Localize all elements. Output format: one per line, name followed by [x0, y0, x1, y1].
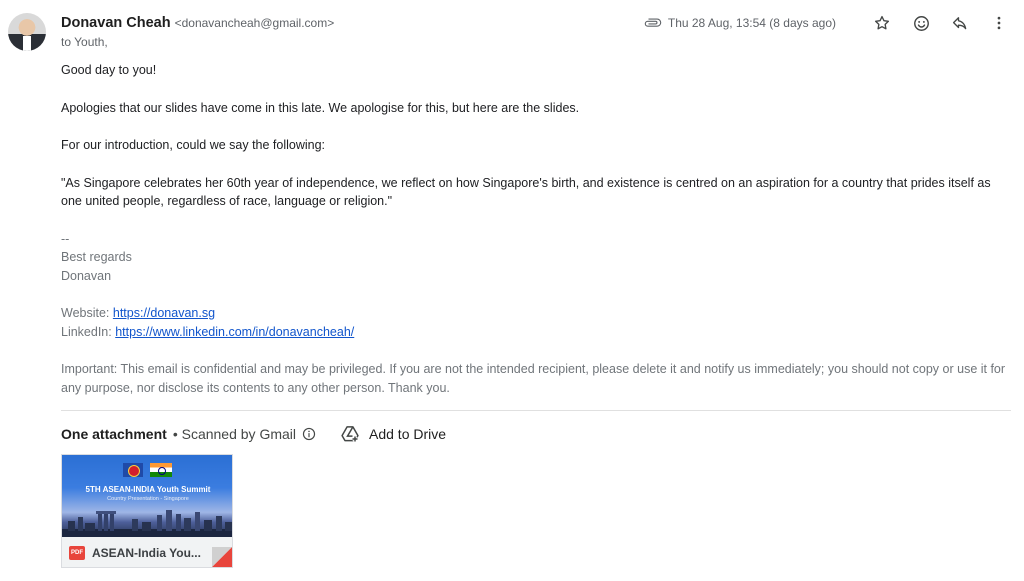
- sender-email: <donavancheah@gmail.com>: [174, 16, 335, 30]
- signature-regards: Best regards: [61, 250, 132, 264]
- greeting-text: Good day to you!: [61, 63, 157, 77]
- add-to-drive-icon: [340, 424, 360, 444]
- website-line: [61, 304, 1011, 323]
- body-paragraph-1: Apologies that our slides have come in this late. We apologise for this, but here are the slides.: [61, 100, 580, 115]
- attachment-thumbnail: [62, 455, 233, 537]
- more-vert-icon[interactable]: [986, 10, 1012, 36]
- quoted-introduction: "As Singapore celebrates her 60th year of independence, we reflect on how Singapore's birth, and existence is centred on an aspiration for a country that prides itself as one united people, regardless of race, language or religion.": [61, 175, 991, 208]
- city-skyline-image: [62, 505, 233, 537]
- scanned-by-gmail-label: • Scanned by Gmail: [172, 426, 296, 442]
- website-label: Website:: [61, 306, 113, 320]
- attachment-footer: [62, 537, 233, 568]
- info-icon[interactable]: [302, 427, 316, 441]
- pdf-icon: PDF: [69, 546, 85, 560]
- website-link[interactable]: https://donavan.sg: [112, 306, 216, 320]
- message-date: Thu 28 Aug, 13:54 (8 days ago): [667, 16, 836, 30]
- add-to-drive-label: Add to Drive: [369, 426, 447, 442]
- thumbnail-title: 5TH ASEAN-INDIA Youth Summit: [85, 485, 211, 494]
- thumbnail-subtitle: Country Presentation - Singapore: [107, 496, 189, 502]
- linkedin-label: LinkedIn:: [61, 324, 116, 339]
- add-to-drive-button[interactable]: [340, 424, 446, 444]
- reply-icon[interactable]: [947, 10, 973, 36]
- paperclip-icon: [644, 14, 662, 32]
- sender-name[interactable]: Donavan Cheah: [61, 15, 171, 31]
- attachments-divider: [61, 410, 1011, 411]
- linkedin-link[interactable]: https://www.linkedin.com/in/donavancheah/: [115, 324, 355, 339]
- signature-separator: --: [61, 231, 70, 246]
- star-icon[interactable]: [869, 10, 895, 36]
- signature-name: Donavan: [61, 268, 112, 283]
- emoji-icon[interactable]: [908, 10, 934, 36]
- linkedin-line: [61, 323, 1011, 342]
- attachments-header: [61, 423, 446, 445]
- page-fold-icon: [212, 547, 232, 567]
- india-flag-icon: [150, 463, 172, 477]
- confidentiality-disclaimer: Important: This email is confidential and may be privileged. If you are not the intended recipient, please delete it and notify us immediately; you should not copy or use it for any purpose, nor disclose its contents to any other person. Thank you.: [61, 362, 1006, 395]
- sender-avatar[interactable]: [8, 13, 46, 51]
- asean-flag-icon: [123, 463, 143, 477]
- attachment-card[interactable]: [61, 454, 233, 568]
- recipients-line[interactable]: to Youth,: [61, 35, 108, 49]
- attachment-filename: ASEAN-India You...: [92, 546, 201, 560]
- message-meta: [644, 10, 1012, 36]
- attachments-title: One attachment: [61, 426, 167, 442]
- body-paragraph-2: For our introduction, could we say the following:: [61, 138, 326, 152]
- message-body: [61, 61, 1011, 397]
- flags: [123, 463, 172, 477]
